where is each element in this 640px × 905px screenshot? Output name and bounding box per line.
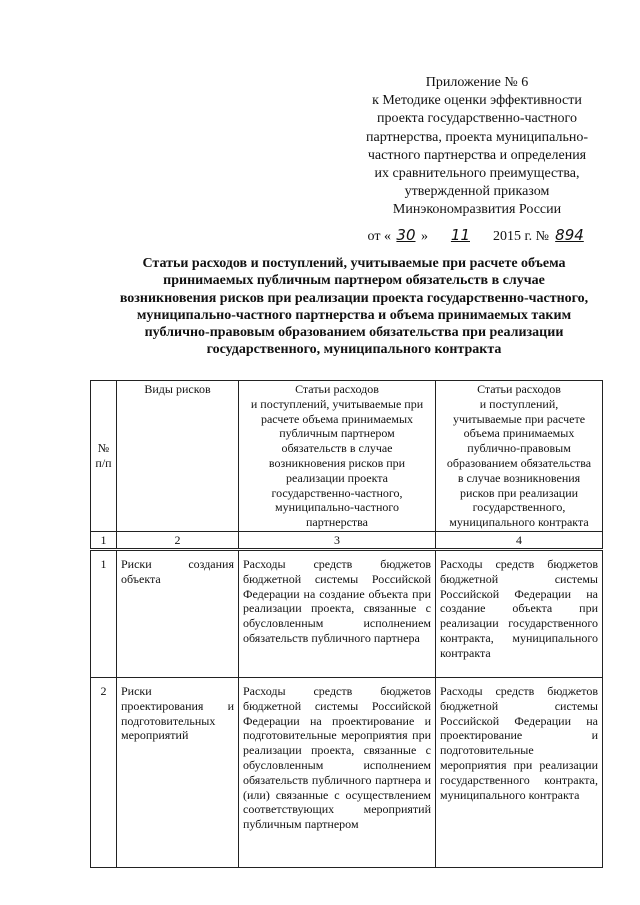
header-col4-line: рисков при реализации <box>459 485 579 500</box>
annex-line: к Методике оценки эффективности <box>372 93 582 109</box>
title-line: возникновения рисков при реализации проекта государственно-частного, <box>119 290 589 306</box>
order-number: 894 <box>555 225 584 244</box>
annex-header <box>352 74 602 246</box>
col4-cell: Расходы средств бюджетов бюджетной системы Российской Федерации на создание объекта при реализации государственного контракта, муниципального контракта <box>436 549 603 677</box>
row-number: 1 <box>91 549 117 677</box>
order-date-line <box>352 226 602 246</box>
header-col3-line: партнерства <box>306 515 368 530</box>
row-number: 2 <box>91 677 117 867</box>
title-line: принимаемых публичным партнером обязательств в случае <box>163 273 545 289</box>
annex-line: проекта государственно-частного <box>377 111 577 127</box>
header-col4-line: публично-правовым <box>467 441 571 456</box>
header-col3-line: Статьи расходов <box>295 382 379 396</box>
order-year: 2015 г. № <box>492 228 549 244</box>
header-col3-line: расчете объема принимаемых <box>260 411 414 426</box>
header-col3-line: и поступлений, учитываемые при <box>250 396 424 411</box>
annex-line: утвержденной приказом <box>404 184 550 200</box>
column-index: 1 <box>91 531 117 549</box>
header-risk-types: Виды рисков <box>117 381 239 532</box>
table-header-row <box>91 381 603 532</box>
risk-type-cell: Риски создания объекта <box>117 549 239 677</box>
header-col4-line: государственного, <box>472 500 566 515</box>
header-col4-line: муниципального контракта <box>449 515 589 530</box>
header-col4-line: образованием обязательства <box>446 455 592 470</box>
annex-line: частного партнерства и определения <box>367 147 587 163</box>
header-col3-line: государственно-частного, <box>271 485 403 500</box>
title-line: Статьи расходов и поступлений, учитываемые при расчете объема <box>142 256 566 271</box>
header-col4-line: и поступлений, <box>479 396 559 411</box>
date-mid: » <box>420 228 428 244</box>
column-index-row <box>91 531 603 549</box>
header-col4-line: Статьи расходов <box>477 382 561 396</box>
col4-cell: Расходы средств бюджетов бюджетной системы Российской Федерации на проектирование и подготовительные мероприятия при реализации государственного контракта, муниципального контракта <box>436 677 603 867</box>
header-col4-line: учитываемые при расчете <box>452 411 586 426</box>
date-prefix: от « <box>367 228 391 244</box>
header-col3-line: возникновения рисков при <box>268 455 406 470</box>
column-index: 4 <box>436 531 603 549</box>
annex-line: Приложение № 6 <box>425 75 529 90</box>
header-col3-line: реализации проекта <box>286 470 388 485</box>
risk-type-cell: Риски проектирования и подготовительных мероприятий <box>117 677 239 867</box>
title-line: публично-правовым образованием обязательства при реализации <box>144 325 564 341</box>
annex-line: их сравнительного преимущества, <box>374 166 580 182</box>
header-col3-line: муниципально-частного <box>275 500 399 515</box>
order-month: 11 <box>450 225 470 244</box>
title-line: государственного, муниципального контракта <box>206 342 502 358</box>
annex-line: партнерства, проекта муниципально- <box>366 129 588 145</box>
header-col4 <box>436 381 603 532</box>
header-col4-line: в случае возникновения <box>457 470 581 485</box>
annex-line: Минэкономразвития России <box>392 202 562 218</box>
header-col3-line: обязательств в случае <box>281 441 393 456</box>
column-index: 2 <box>117 531 239 549</box>
document-title <box>92 255 616 359</box>
title-line: муниципально-частного партнерства и объема принимаемых таким <box>136 307 572 323</box>
header-num: № п/п <box>91 381 117 532</box>
header-col3-line: публичным партнером <box>279 426 395 441</box>
table-row <box>91 549 603 677</box>
header-col4-line: объема принимаемых <box>463 426 575 441</box>
col3-cell: Расходы средств бюджетов бюджетной системы Российской Федерации на создание объекта при реализации проекта, связанные с обусловленным исполнением обязательств публичного партнера <box>239 549 436 677</box>
order-day: 30 <box>396 225 416 244</box>
header-col3 <box>239 381 436 532</box>
column-index: 3 <box>239 531 436 549</box>
risks-table <box>90 380 603 868</box>
table-row <box>91 677 603 867</box>
col3-cell: Расходы средств бюджетов бюджетной системы Российской Федерации на проектирование и подготовительные мероприятия при реализации проекта, связанные с обусловленным исполнением обязательств публичного партнера и (или) связанные с осуществлением соответствующих мероприятий публичным партнером <box>239 677 436 867</box>
